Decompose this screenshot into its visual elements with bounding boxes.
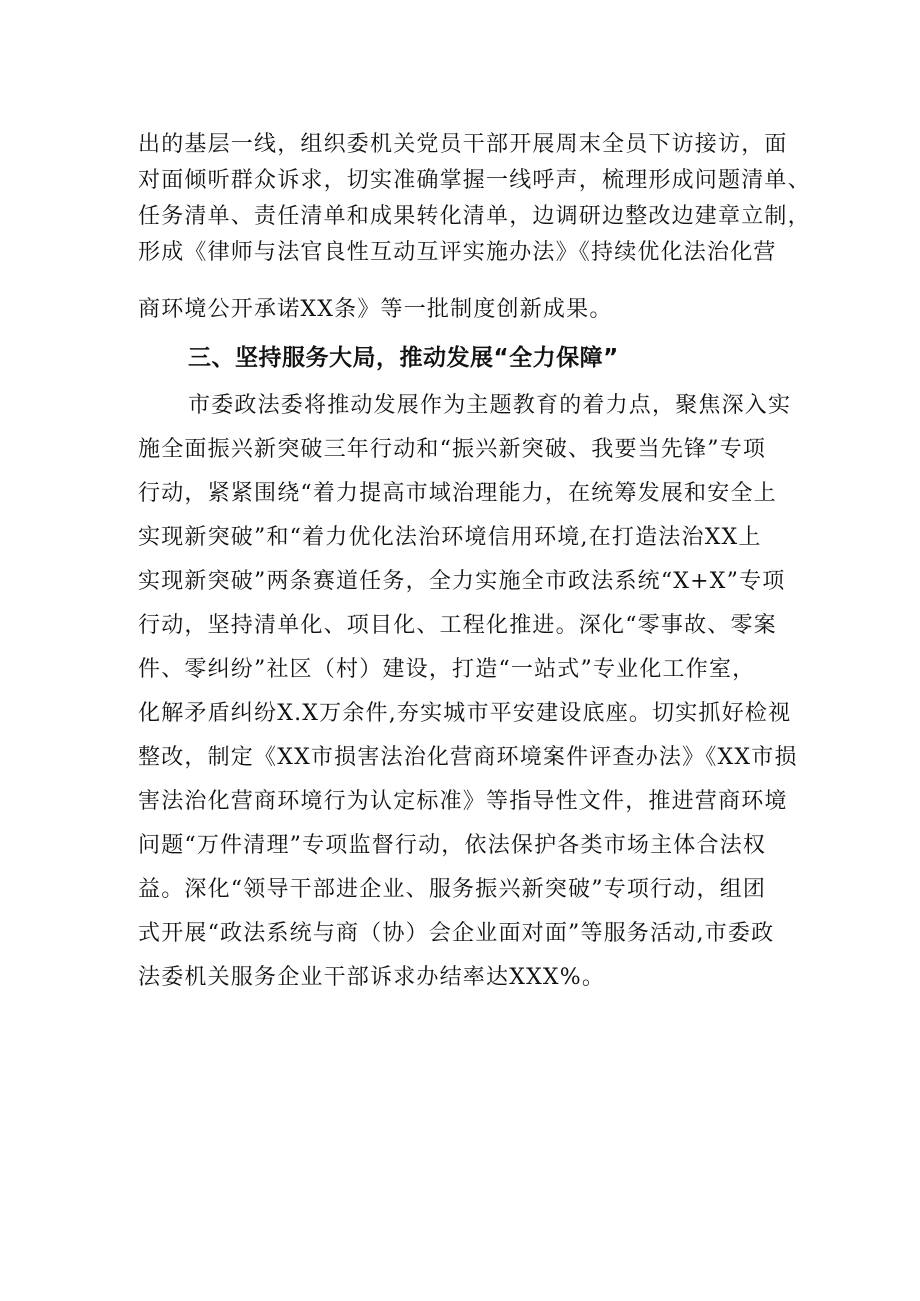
paragraph-line: 对面倾听群众诉求，切实准确掌握一线呼声，梳理形成问题清单、	[138, 168, 811, 193]
paragraph-line: 件、零纠纷”社区（村）建设，打造“一站式”专业化工作室，	[138, 657, 756, 682]
paragraph-line: 化解矛盾纠纷X.X万余件,夯实城市平安建设底座。切实抓好检视	[138, 701, 792, 726]
paragraph-line: 市委政法委将推动发展作为主题教育的着力点，聚焦深入实	[188, 393, 792, 418]
paragraph-line: 行动，坚持清单化、项目化、工程化推进。深化“零事故、零案	[138, 613, 777, 638]
paragraph-line: 式开展“政法系统与商（协）会企业面对面”等服务活动,市委政	[138, 921, 775, 946]
paragraph-line: 整改，制定《XX市损害法治化营商环境案件评查办法》《XX市损	[138, 745, 798, 770]
paragraph-line: 行动，紧紧围绕“着力提高市域治理能力，在统筹发展和安全上	[138, 481, 777, 506]
paragraph-line: 实现新突破”两条赛道任务，全力实施全市政法系统“X+X”专项	[138, 569, 786, 594]
paragraph-line: 施全面振兴新突破三年行动和“振兴新突破、我要当先锋”专项	[138, 437, 767, 462]
paragraph-line: 问题“万件清理”专项监督行动，依法保护各类市场主体合法权	[138, 833, 767, 858]
section-heading: 三、坚持服务大局，推动发展“全力保障”	[188, 345, 619, 371]
paragraph-line: 益。深化“领导干部进企业、服务振兴新突破”专项行动，组团	[138, 877, 767, 902]
paragraph-line: 实现新突破”和“着力优化法治环境信用环境,在打造法治XX上	[138, 525, 762, 550]
paragraph-line: 形成《律师与法官良性互动互评实施办法》《持续优化法治化营	[138, 240, 777, 265]
paragraph-line: 任务清单、责任清单和成果转化清单，边调研边整改边建章立制，	[138, 204, 811, 229]
paragraph-line: 商环境公开承诺XX条》等一批制度创新成果。	[138, 297, 613, 322]
paragraph-line: 害法治化营商环境行为认定标准》等指导性文件，推进营商环境	[138, 789, 788, 814]
paragraph-line: 出的基层一线，组织委机关党员干部开展周末全员下访接访，面	[138, 132, 788, 157]
paragraph-line: 法委机关服务企业干部诉求办结率达XXX%。	[138, 965, 606, 990]
